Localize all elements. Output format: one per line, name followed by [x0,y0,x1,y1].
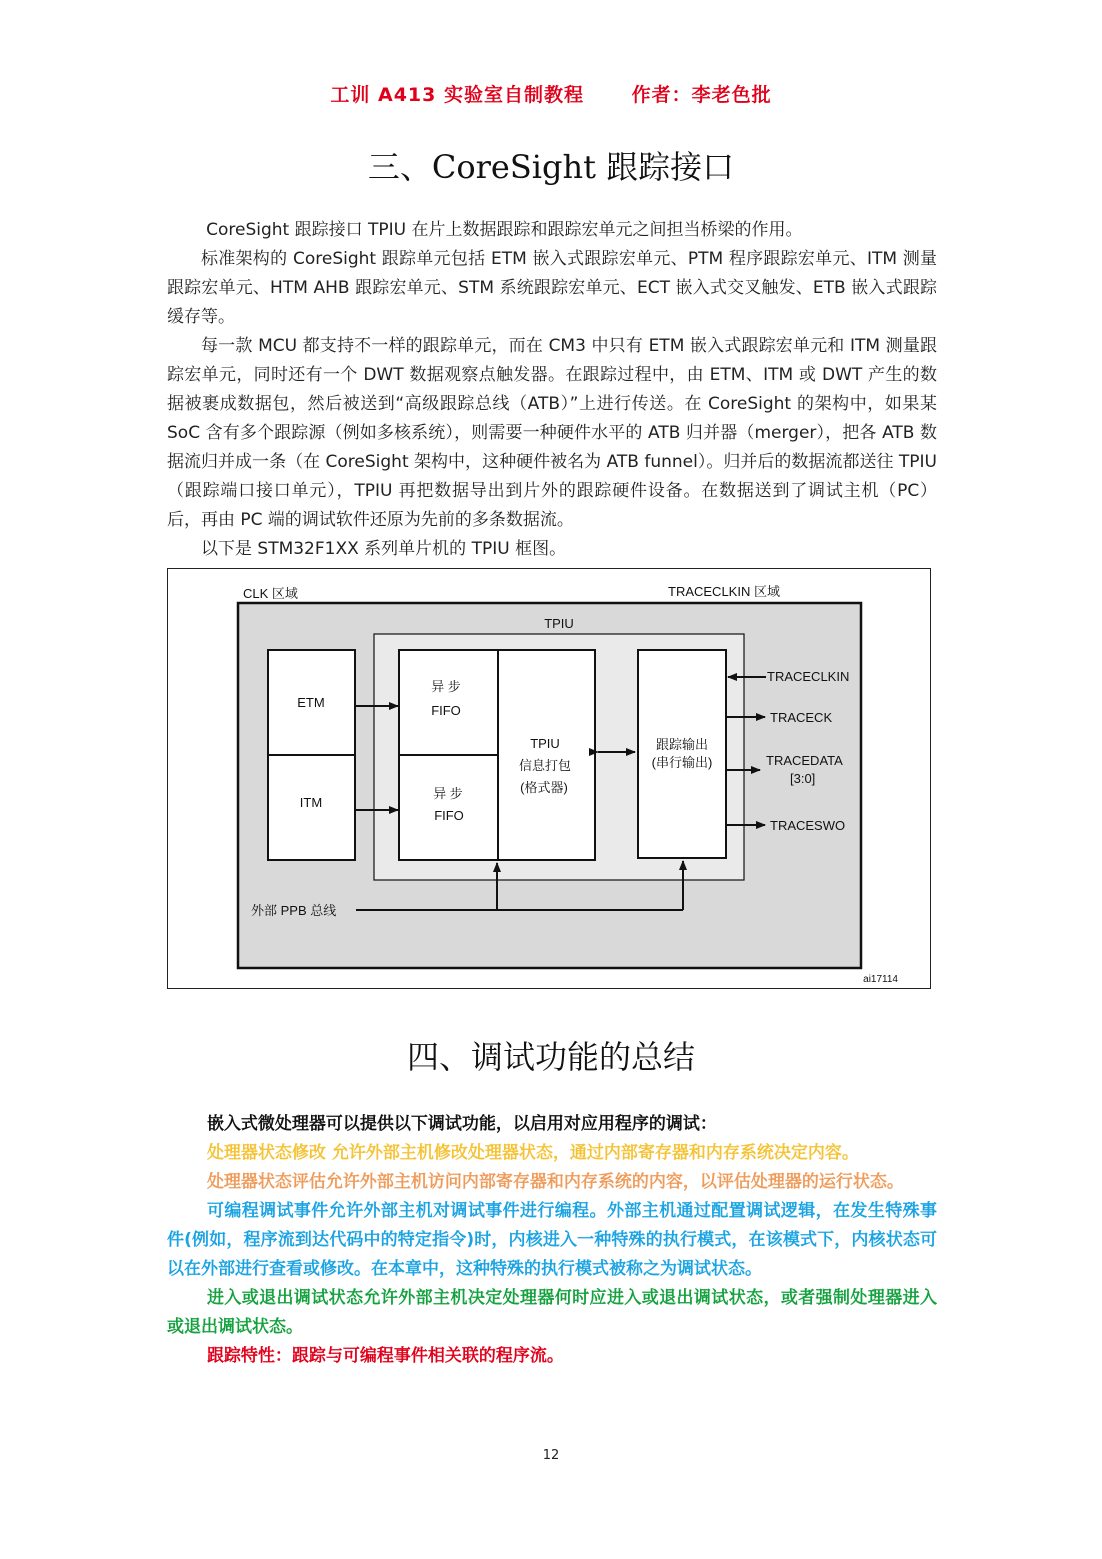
section4-body [167,1110,937,1371]
traceclkin-label: TRACECLKIN [767,669,850,684]
summary-item-debug-state: 进入或退出调试状态允许外部主机决定处理器何时应进入或退出调试状态，或者强制处理器进入或退出调试状态。 [167,1288,937,1337]
tpiu-block-diagram [167,568,931,989]
paragraph: 以下是 STM32F1XX 系列单片机的 TPIU 框图。 [201,539,567,559]
section4-title: 四、调试功能的总结 [406,1038,695,1076]
formatter-block [498,650,595,860]
trace-output-line1: 跟踪输出 [655,737,709,752]
figure-id: ai17114 [863,974,898,985]
traceck-label: TRACECK [770,710,833,725]
formatter-line1: TPIU [530,736,560,751]
ppb-bus-label: 外部 PPB 总线 [251,903,337,918]
etm-label: ETM [297,695,325,710]
summary-item-debug-events: 可编程调试事件允许外部主机对调试事件进行编程。外部主机通过配置调试逻辑，在发生特殊事件(例如，程序流到达代码中的特定指令)时，内核进入一种特殊的执行模式，在该模式下，内核状态可以在外部进行查看或修改。在本章中，这种特殊的执行模式被称之为调试状态。 [167,1201,937,1279]
trace-output-block [638,650,726,858]
paragraph: 标准架构的 CoreSight 跟踪单元包括 ETM 嵌入式跟踪宏单元、PTM 程序跟踪宏单元、ITM 测量跟踪宏单元、HTM AHB 跟踪宏单元、STM 系统跟踪宏单元、ECT 嵌入式交叉触发、ETB 嵌入式跟踪缓存等。 [167,249,937,327]
page-number: 12 [542,1448,560,1463]
header-course: 工训 A413 实验室自制教程 [330,84,584,106]
fifo2-line1: 异 步 [433,786,463,801]
paragraph: 每一款 MCU 都支持不一样的跟踪单元，而在 CM3 中只有 ETM 嵌入式跟踪宏单元和 ITM 测量跟踪宏单元，同时还有一个 DWT 数据观察点触发器。在跟踪过程中，由 ETM、ITM 或 DWT 产生的数据被裹成数据包，然后被送到“高级跟踪总线（ATB）”上进行传送。在 CoreSight 的架构中，如果某 SoC 含有多个跟踪源（例如多核系统），则需要一种硬件水平的 ATB 归并器（merger），把各 ATB 数据流归并成一条（在 CoreSight 架构中，这种硬件被名为 ATB funnel）。归并后的数据流都送往 TPIU（跟踪端口接口单元），TPIU 再把数据导出到片外的跟踪硬件设备。在数据送到了调试主机（PC）后，再由 PC 端的调试软件还原为先前的多条数据流。 [167,336,937,530]
traceswo-label: TRACESWO [770,818,846,833]
tracedata-bits-label: [3:0] [790,771,816,786]
clk-domain-label: CLK 区域 [243,586,298,601]
tracedata-label: TRACEDATA [766,753,843,768]
summary-item-state-modify: 处理器状态修改 允许外部主机修改处理器状态，通过内部寄存器和内存系统决定内容。 [206,1143,859,1163]
fifo2-line2: FIFO [434,808,464,823]
trace-output-line2: (串行输出) [651,755,713,770]
summary-item-state-evaluate: 处理器状态评估允许外部主机访问内部寄存器和内存系统的内容，以评估处理器的运行状态。 [206,1172,904,1192]
tpiu-label: TPIU [544,616,574,631]
itm-label: ITM [299,795,323,810]
fifo1-line1: 异 步 [431,679,461,694]
header-author: 作者：李老色批 [631,84,772,106]
traceclkin-domain-label: TRACECLKIN 区域 [668,584,780,599]
summary-intro: 嵌入式微处理器可以提供以下调试功能，以启用对应用程序的调试： [206,1114,717,1134]
fifo1-line2: FIFO [431,703,461,718]
diagram-canvas [168,569,932,990]
paragraph: CoreSight 跟踪接口 TPIU 在片上数据跟踪和跟踪宏单元之间担当桥梁的作用。 [206,220,803,240]
summary-item-trace: 跟踪特性：跟踪与可编程事件相关联的程序流。 [206,1346,564,1366]
page-header [0,80,1102,107]
section3-title: 三、CoreSight 跟踪接口 [367,148,735,186]
section3-body [167,216,937,564]
formatter-line2: 信息打包 [518,758,572,773]
formatter-line3: (格式器) [520,780,568,795]
